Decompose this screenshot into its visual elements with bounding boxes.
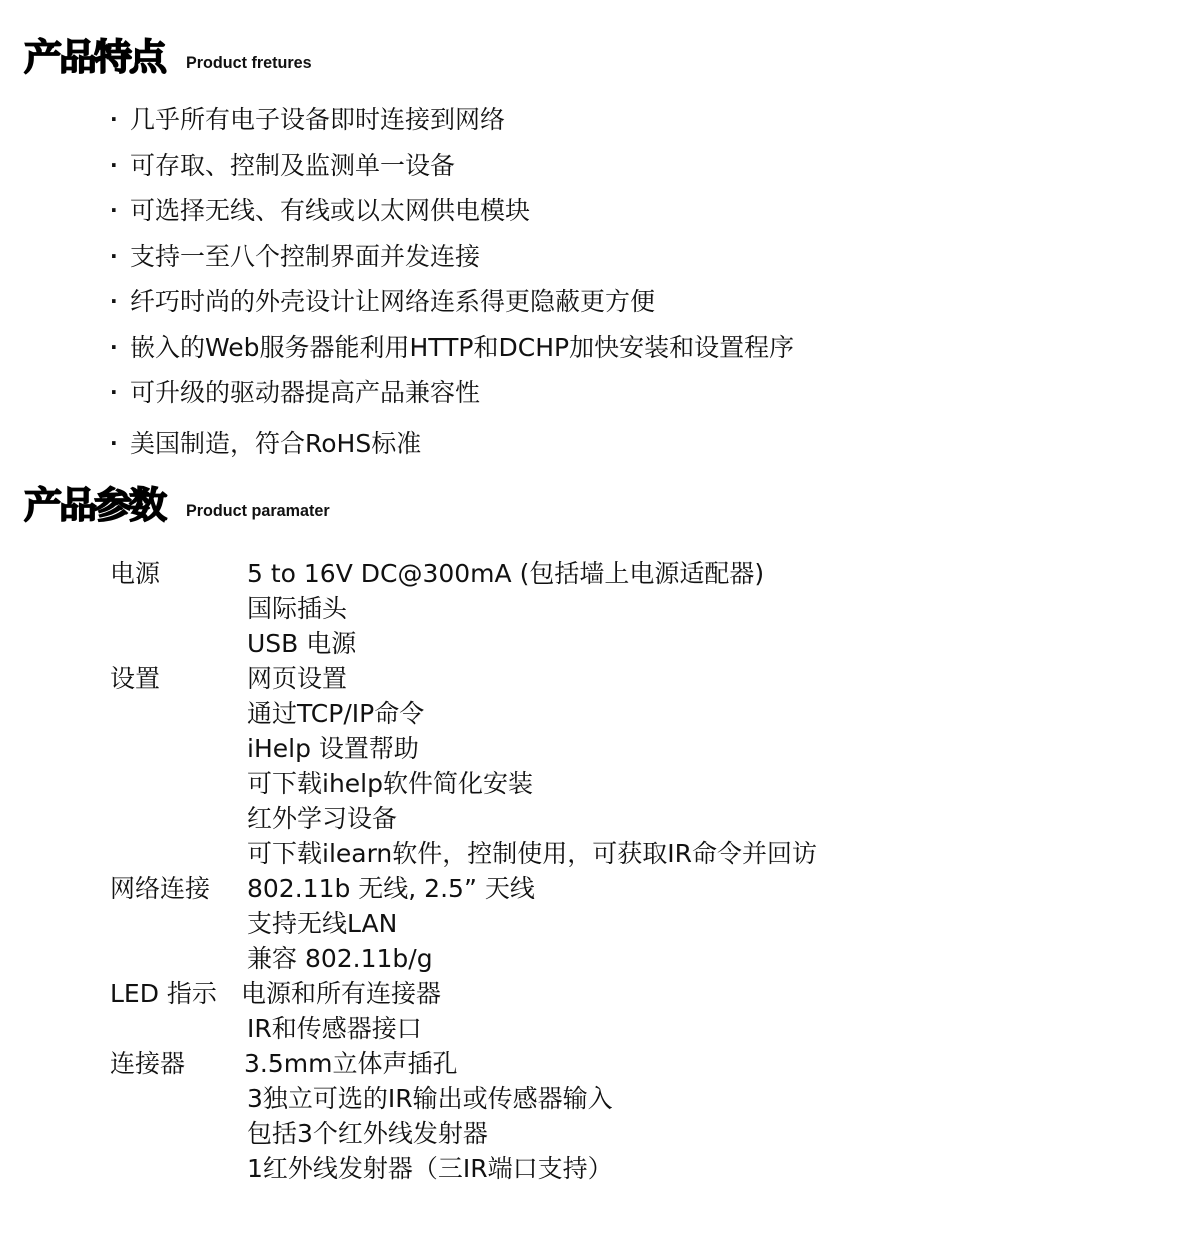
param-label: 电源 xyxy=(110,559,161,588)
param-value: 通过TCP/IP命令 xyxy=(247,699,425,728)
param-value: IR和传感器接口 xyxy=(247,1014,422,1043)
param-value: 可下载ihelp软件简化安装 xyxy=(247,769,533,798)
bullet-icon: · xyxy=(110,243,118,268)
bullet-icon: · xyxy=(110,107,118,131)
param-label: 网络连接 xyxy=(110,874,211,903)
bullet-icon: · xyxy=(110,380,118,404)
features-heading xyxy=(24,36,318,76)
bullet-icon: · xyxy=(110,430,118,455)
param-label: 连接器 xyxy=(110,1049,186,1078)
feature-text: 嵌入的Web服务器能利用HTTP和DCHP加快安装和设置程序 xyxy=(130,332,795,362)
feature-text: 可存取、控制及监测单一设备 xyxy=(130,150,456,180)
feature-text: 可升级的驱动器提高产品兼容性 xyxy=(130,378,481,407)
feature-item xyxy=(108,143,794,189)
param-value: 3独立可选的IR输出或传感器输入 xyxy=(247,1084,613,1113)
feature-text: 几乎所有电子设备即时连接到网络 xyxy=(130,105,506,134)
param-value: 802.11b 无线, 2.5” 天线 xyxy=(247,874,535,903)
param-value: 可下载ilearn软件，控制使用，可获取IR命令并回访 xyxy=(247,839,818,868)
features-title-cn: 产品特点 xyxy=(24,36,165,78)
param-value: 网页设置 xyxy=(247,664,348,693)
param-label: 设置 xyxy=(110,664,161,693)
feature-text: 纤巧时尚的外壳设计让网络连系得更隐蔽更方便 xyxy=(130,287,656,316)
feature-item xyxy=(108,279,794,325)
param-value: 3.5mm立体声插孔 xyxy=(244,1049,458,1078)
param-value: 包括3个红外线发射器 xyxy=(247,1119,488,1148)
param-label: LED 指示 xyxy=(110,979,217,1008)
feature-item xyxy=(108,421,794,467)
param-value: 兼容 802.11b/g xyxy=(247,944,433,973)
param-value: USB 电源 xyxy=(247,629,357,658)
bullet-icon: · xyxy=(110,198,118,222)
params-title-cn: 产品参数 xyxy=(24,484,165,526)
feature-item xyxy=(108,325,794,371)
features-title-en: Product fretures xyxy=(186,53,312,72)
param-value: 5 to 16V DC@300mA (包括墙上电源适配器) xyxy=(247,559,765,588)
feature-item xyxy=(108,188,794,234)
feature-item xyxy=(108,234,794,280)
param-value: 1红外线发射器（三IR端口支持） xyxy=(247,1154,613,1183)
feature-text: 可选择无线、有线或以太网供电模块 xyxy=(130,196,531,225)
param-value: iHelp 设置帮助 xyxy=(247,734,419,763)
param-value: 电源和所有连接器 xyxy=(241,979,442,1008)
feature-text: 支持一至八个控制界面并发连接 xyxy=(130,241,481,271)
param-value: 国际插头 xyxy=(247,594,348,623)
params-title-en: Product paramater xyxy=(186,501,330,520)
feature-item xyxy=(108,370,794,416)
feature-item xyxy=(108,97,794,143)
bullet-icon: · xyxy=(110,289,118,313)
feature-text: 美国制造，符合RoHS标准 xyxy=(130,428,422,458)
params-heading xyxy=(24,484,337,524)
features-list xyxy=(108,97,794,466)
param-value: 支持无线LAN xyxy=(247,909,398,938)
bullet-icon: · xyxy=(110,334,118,359)
bullet-icon: · xyxy=(110,152,118,177)
param-value: 红外学习设备 xyxy=(247,804,398,833)
